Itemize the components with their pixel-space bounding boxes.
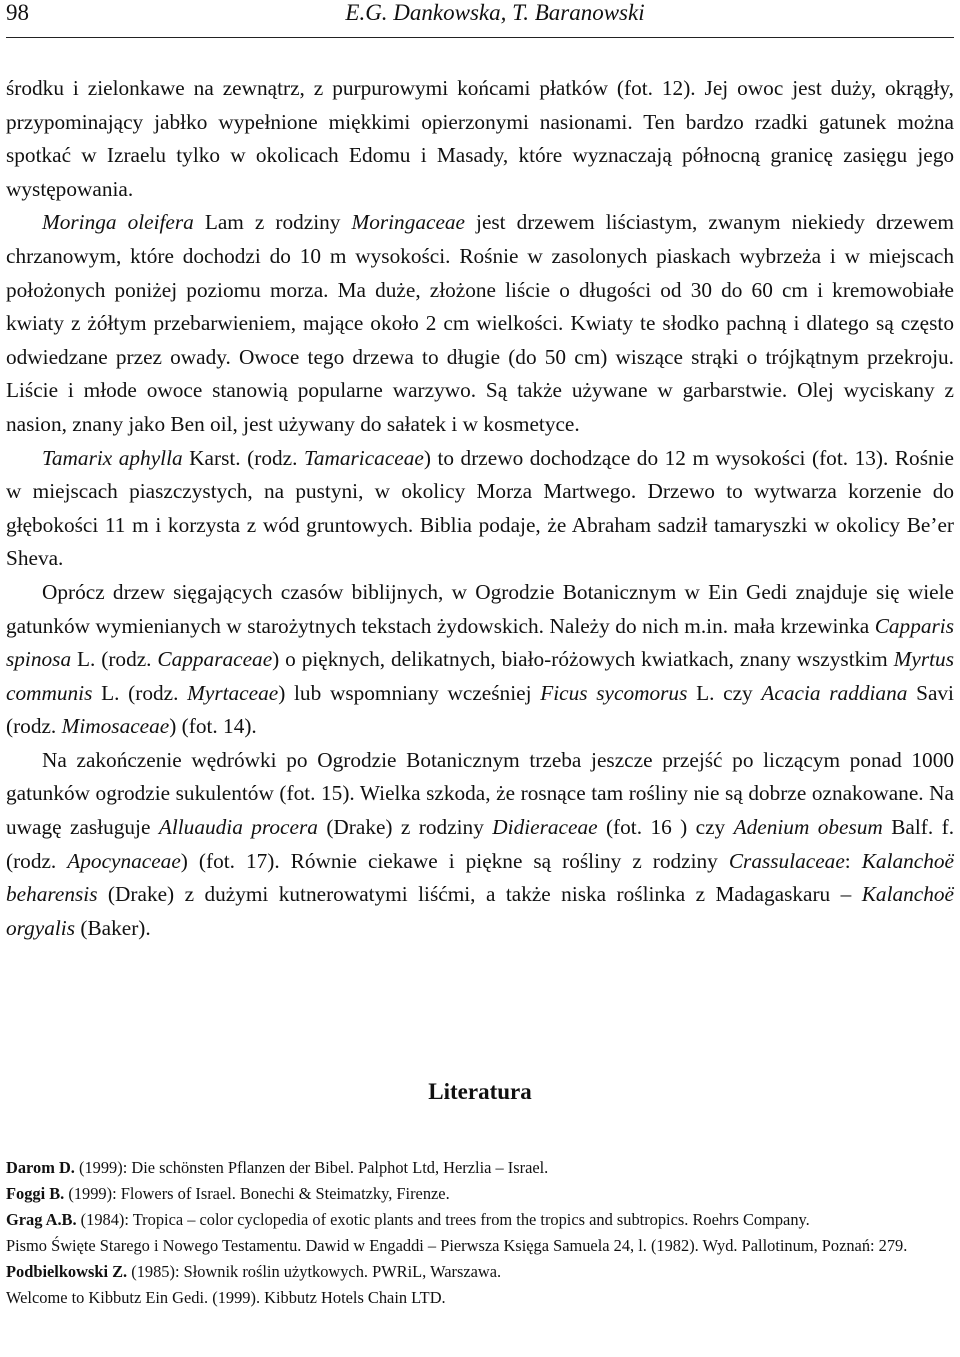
- reference-author: Grag A.B.: [6, 1210, 77, 1229]
- reference-item: [6, 1181, 956, 1207]
- paragraph-succulents: [6, 744, 954, 946]
- family-name: Moringaceae: [351, 210, 465, 235]
- paragraph-text: Balf. f. (rodz.: [6, 815, 955, 873]
- family-name: Didieraceae: [492, 815, 598, 840]
- paragraph-text: ) (fot. 14).: [169, 714, 257, 739]
- species-name: Moringa oleifera: [42, 210, 194, 235]
- family-name: Myrtaceae: [187, 680, 279, 705]
- page-header: [6, 0, 954, 36]
- reference-item: [6, 1259, 956, 1285]
- species-name: Adenium obesum: [733, 815, 883, 840]
- paragraph-text: (Baker).: [75, 915, 151, 940]
- paragraph-text: jest drzewem liściastym, zwanym niekiedy drzewem chrzanowym, które dochodzi do 10 m wysokości. Rośnie w zasolonych piaskach wybrzeża i w miejscach położonych poniżej poziomu morza. Ma duże, złożone liście o długości od 30 do 60 cm i kremowobiałe kwiaty z żółtym przebarwieniem, mające około 2 cm wielkości. Kwiaty te słodko pachną i dlatego są często odwiedzane przez owady. Owoce tego drzewa to długie (do 50 cm) wiszące strąki o trójkątnym przekroju. Liście i młode owoce stanowią popularne warzywo. Są także używane w garbarstwie. Olej wyciskany z nasion, znany jako Ben oil, jest używany do sałatek i w kosmetyce.: [6, 210, 954, 436]
- reference-author: Foggi B.: [6, 1184, 65, 1203]
- species-name: Ficus sycomorus: [540, 680, 688, 705]
- body-text: [6, 72, 954, 945]
- paragraph-1: [6, 72, 954, 206]
- reference-item: [6, 1155, 956, 1181]
- paragraph-moringa: [6, 206, 954, 441]
- page-number: 98: [6, 0, 29, 25]
- reference-text: Pismo Święte Starego i Nowego Testamentu. Dawid w Engaddi – Pierwsza Księga Samuela 24, l. (1982). Wyd. Pallotinum, Poznań: 279.: [6, 1236, 908, 1255]
- paragraph-text: ) o pięknych, delikatnych, biało-różowych kwiatkach, znany wszystkim: [272, 647, 894, 672]
- species-name: Myrtus communis: [6, 647, 954, 705]
- literature-heading: Literatura: [428, 1079, 532, 1104]
- reference-text: (1999): Flowers of Israel. Bonechi & Steimatzky, Firenze.: [64, 1184, 450, 1203]
- species-name: Acacia raddiana: [761, 680, 908, 705]
- family-name: Crassulaceae: [728, 848, 845, 873]
- paragraph-ein-gedi: [6, 576, 954, 744]
- paragraph-text: (Drake) z dużymi kutnerowatymi liśćmi, a także niska roślinka z Madagaskaru –: [97, 882, 862, 907]
- species-name: Kalanchoë orgyalis: [6, 882, 954, 940]
- paragraph-text: Karst. (rodz.: [182, 445, 304, 470]
- paragraph-text: Lam z rodziny: [193, 210, 352, 235]
- paragraph-text: ) lub wspomniany wcześniej: [278, 680, 541, 705]
- reference-text: Welcome to Kibbutz Ein Gedi. (1999). Kibbutz Hotels Chain LTD.: [6, 1288, 446, 1307]
- paragraph-text: ) (fot. 17). Równie ciekawe i piękne są rośliny z rodziny: [180, 848, 729, 873]
- header-rule: [6, 37, 954, 38]
- paragraph-text: L. (rodz.: [71, 647, 158, 672]
- paragraph-text: środku i zielonkawe na zewnątrz, z purpurowymi końcami płatków (fot. 12). Jej owoc jest duży, okrągły, przypominający jabłko wypełnione miękkimi opierzonymi nasionami. Ten bardzo rzadki gatunek można spotkać w Izraelu tylko w okolicach Edomu i Masady, które wyznaczają północną granicę zasięgu jego występowania.: [6, 76, 954, 201]
- paragraph-text: :: [844, 848, 862, 873]
- reference-text: (1985): Słownik roślin użytkowych. PWRiL, Warszawa.: [127, 1262, 502, 1281]
- reference-item: [6, 1207, 956, 1233]
- reference-text: (1984): Tropica – color cyclopedia of exotic plants and trees from the tropics and subtropics. Roehrs Company.: [76, 1210, 810, 1229]
- paragraph-text: (Drake) z rodziny: [317, 815, 493, 840]
- species-name: Alluaudia procera: [158, 815, 318, 840]
- paragraph-text: Savi (rodz.: [6, 680, 954, 739]
- species-name: Capparis spinosa: [6, 613, 954, 672]
- reference-text: (1999): Die schönsten Pflanzen der Bibel. Palphot Ltd, Herzlia – Israel.: [74, 1158, 549, 1177]
- species-name: Kalanchoë beharensis: [6, 848, 954, 907]
- running-head: E.G. Dankowska, T. Baranowski: [345, 0, 645, 25]
- family-name: Apocynaceae: [67, 848, 181, 873]
- family-name: Mimosaceae: [61, 714, 170, 739]
- family-name: Capparaceae: [157, 647, 273, 672]
- reference-list: [6, 1155, 956, 1311]
- paragraph-text: L. czy: [687, 680, 762, 705]
- paragraph-tamarix: [6, 442, 954, 576]
- species-name: Tamarix aphylla: [42, 445, 183, 470]
- reference-item: [6, 1285, 956, 1311]
- family-name: Tamaricaceae: [303, 445, 424, 470]
- reference-author: Darom D.: [6, 1158, 75, 1177]
- paragraph-text: Oprócz drzew sięgających czasów biblijnych, w Ogrodzie Botanicznym w Ein Gedi znajduje się wiele gatunków wymienianych w starożytnych tekstach żydowskich. Należy do nich m.in. mała krzewinka: [6, 579, 954, 638]
- paragraph-text: ) to drzewo dochodzące do 12 m wysokości (fot. 13). Rośnie w miejscach piaszczystych, na pustyni, w okolicy Morza Martwego. Drzewo to wytwarza korzenie do głębokości 11 m i korzysta z wód gruntowych. Biblia podaje, że Abraham sadził tamaryszki w okolicy Be’er Sheva.: [6, 445, 955, 571]
- reference-item: [6, 1233, 956, 1259]
- paragraph-text: L. (rodz.: [92, 680, 188, 705]
- paragraph-text: (fot. 16 ) czy: [597, 815, 734, 840]
- paragraph-text: Na zakończenie wędrówki po Ogrodzie Botanicznym trzeba jeszcze przejść po liczącym ponad 1000 gatunków ogrodzie sukulentów (fot. 15). Wielka szkoda, że rosnące tam rośliny nie są dobrze oznakowane. Na uwagę zasługuje: [6, 747, 954, 840]
- reference-author: Podbielkowski Z.: [6, 1262, 128, 1281]
